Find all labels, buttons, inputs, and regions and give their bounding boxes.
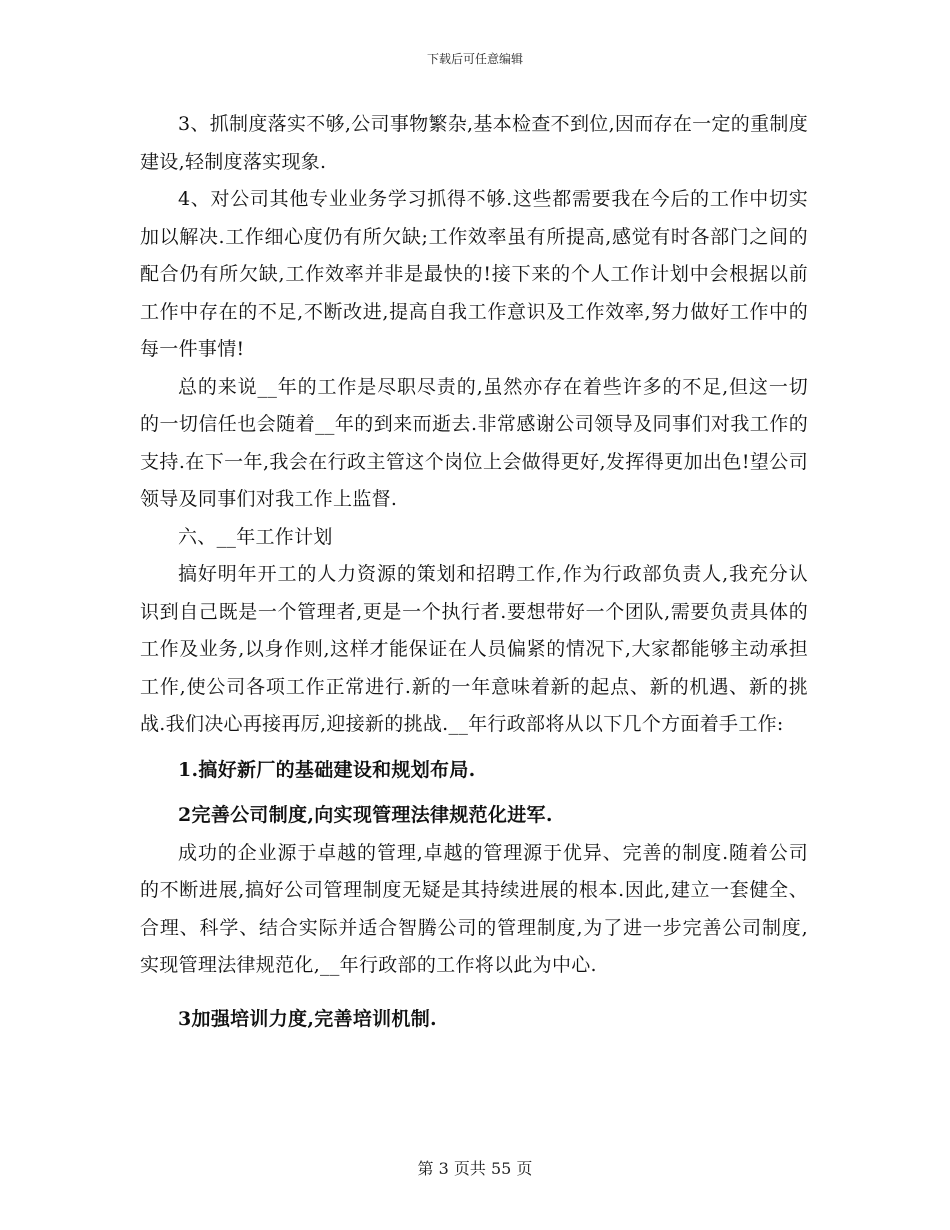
spacer	[140, 789, 808, 797]
paragraph-item-4: 4、对公司其他专业业务学习抓得不够.这些都需要我在今后的工作中切实加以解决.工作细心度仍有所欠缺;工作效率虽有所提高,感觉有时各部门之间的配合仍有所欠缺,工作效率并非是最快的!接下来的个人工作计划中会根据以前工作中存在的不足,不断改进,提高自我工作意识及工作效率,努力做好工作中的每一件事情!	[140, 188, 808, 360]
spacer	[140, 744, 808, 752]
paragraph-management-system: 成功的企业源于卓越的管理,卓越的管理源于优异、完善的制度.随着公司的不断进展,搞好公司管理制度无疑是其持续进展的根本.因此,建立一套健全、合理、科学、结合实际并适合智腾公司的管理制度,为了进一步完善公司制度,实现管理法律规范化,__年行政部的工作将以此为中心.	[140, 841, 808, 976]
paragraph-summary: 总的来说__年的工作是尽职尽责的,虽然亦存在着些许多的不足,但这一切的一切信任也会随着__年的到来而逝去.非常感谢公司领导及同事们对我工作的支持.在下一年,我会在行政主管这个岗位上会做得更好,发挥得更加出色!望公司领导及同事们对我工作上监督.	[140, 375, 808, 510]
plan-item-2: 2完善公司制度,向实现管理法律规范化进军.	[178, 804, 553, 826]
plan-item-1: 1.搞好新厂的基础建设和规划布局.	[178, 758, 476, 781]
section-heading-work-plan: 六、__年工作计划	[178, 525, 333, 548]
paragraph-item-3: 3、抓制度落实不够,公司事物繁杂,基本检查不到位,因而存在一定的重制度建设,轻制度落实现象.	[140, 113, 808, 173]
spacer	[140, 985, 808, 993]
page-header-note: 下载后可任意编辑	[426, 52, 523, 66]
document-body	[140, 106, 808, 1038]
page-number-footer: 第 3 页共 55 页	[417, 1159, 533, 1178]
paragraph-plan-intro: 搞好明年开工的人力资源的策划和招聘工作,作为行政部负责人,我充分认识到自己既是一个管理者,更是一个执行者.要想带好一个团队,需要负责具体的工作及业务,以身作则,这样才能保证在人员偏紧的情况下,大家都能够主动承担工作,使公司各项工作正常进行.新的一年意味着新的起点、新的机遇、新的挑战.我们决心再接再厉,迎接新的挑战.__年行政部将从以下几个方面着手工作:	[140, 563, 808, 735]
spacer	[140, 993, 808, 1001]
plan-item-3: 3加强培训力度,完善培训机制.	[178, 1007, 437, 1030]
